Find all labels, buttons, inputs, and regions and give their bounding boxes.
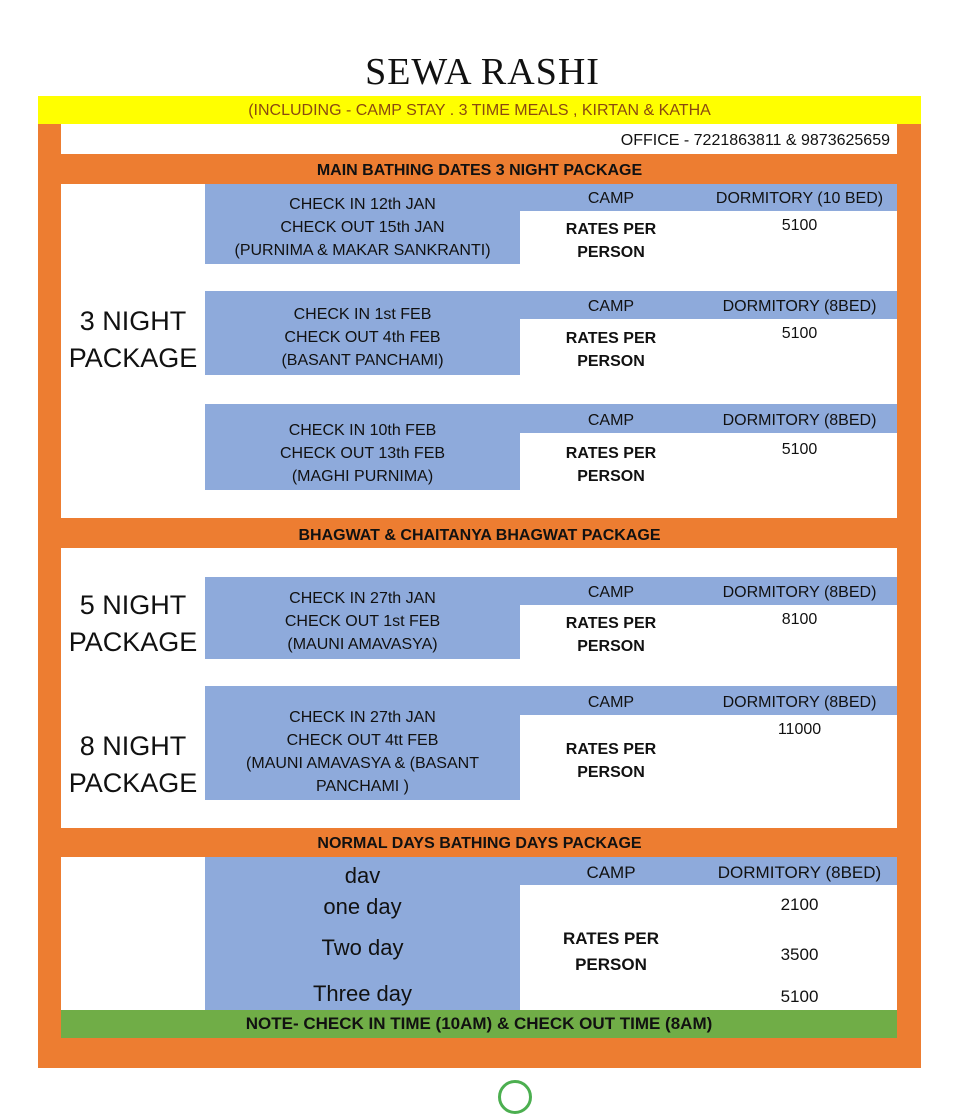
dormitory-header: DORMITORY (10 BED) bbox=[715, 190, 884, 207]
office-phone: OFFICE - 7221863811 & 9873625659 bbox=[620, 132, 890, 149]
camp-header: CAMP bbox=[587, 298, 635, 315]
package-dates: CHECK IN 27th JAN CHECK OUT 4tt FEB (MAUNI AMAVASYA & (BASANT PANCHAMI ) bbox=[246, 709, 479, 795]
page-title: SEWA RASHI bbox=[365, 51, 600, 93]
rates-label: RATES PER PERSON bbox=[565, 445, 657, 485]
section2-heading: BHAGWAT & CHAITANYA BHAGWAT PACKAGE bbox=[298, 527, 661, 544]
logo-circle-icon bbox=[498, 1080, 532, 1114]
price: 11000 bbox=[777, 721, 822, 738]
price: 5100 bbox=[781, 441, 818, 458]
camp-header: CAMP bbox=[586, 863, 636, 882]
camp-header: CAMP bbox=[587, 694, 635, 711]
dormitory-header: DORMITORY (8BED) bbox=[722, 694, 877, 711]
day-label: Two day bbox=[321, 935, 404, 960]
rates-label: RATES PER PERSON bbox=[565, 615, 657, 655]
eight-night-label: 8 NIGHT PACKAGE bbox=[68, 731, 198, 798]
rates-label: RATES PER PERSON bbox=[565, 221, 657, 261]
package-dates: CHECK IN 10th FEB CHECK OUT 13th FEB (MAGHI PURNIMA) bbox=[279, 422, 446, 485]
day-label: Three day bbox=[312, 981, 413, 1006]
price: 5100 bbox=[781, 325, 818, 342]
day-label: one day bbox=[323, 894, 402, 919]
camp-header: CAMP bbox=[587, 190, 635, 207]
section1-label: 3 NIGHT PACKAGE bbox=[68, 306, 198, 373]
price: 8100 bbox=[781, 611, 818, 628]
rates-label: RATES PER PERSON bbox=[562, 929, 660, 974]
dormitory-header: DORMITORY (8BED) bbox=[722, 298, 877, 315]
camp-header: CAMP bbox=[587, 584, 635, 601]
price: 3500 bbox=[780, 945, 819, 964]
section1-heading: MAIN BATHING DATES 3 NIGHT PACKAGE bbox=[316, 162, 643, 179]
section3-heading: NORMAL DAYS BATHING DAYS PACKAGE bbox=[317, 835, 642, 852]
day-header: dav bbox=[344, 863, 381, 888]
package-dates: CHECK IN 1st FEB CHECK OUT 4th FEB (BASANT PANCHAMI) bbox=[281, 306, 444, 369]
subtitle: (INCLUDING - CAMP STAY . 3 TIME MEALS , KIRTAN & KATHA bbox=[248, 102, 711, 119]
price: 5100 bbox=[780, 987, 819, 1006]
rates-label: RATES PER PERSON bbox=[565, 330, 657, 370]
five-night-label: 5 NIGHT PACKAGE bbox=[68, 590, 198, 657]
rates-label: RATES PER PERSON bbox=[565, 741, 657, 781]
package-dates: CHECK IN 12th JAN CHECK OUT 15th JAN (PURNIMA & MAKAR SANKRANTI) bbox=[234, 196, 491, 259]
package-dates: CHECK IN 27th JAN CHECK OUT 1st FEB (MAUNI AMAVASYA) bbox=[284, 590, 441, 653]
dormitory-header: DORMITORY (8BED) bbox=[722, 412, 877, 429]
note: NOTE- CHECK IN TIME (10AM) & CHECK OUT TIME (8AM) bbox=[245, 1014, 713, 1033]
camp-header: CAMP bbox=[587, 412, 635, 429]
dormitory-header: DORMITORY (8BED) bbox=[722, 584, 877, 601]
dormitory-header: DORMITORY (8BED) bbox=[717, 863, 882, 882]
price: 2100 bbox=[780, 895, 819, 914]
price: 5100 bbox=[781, 217, 818, 234]
